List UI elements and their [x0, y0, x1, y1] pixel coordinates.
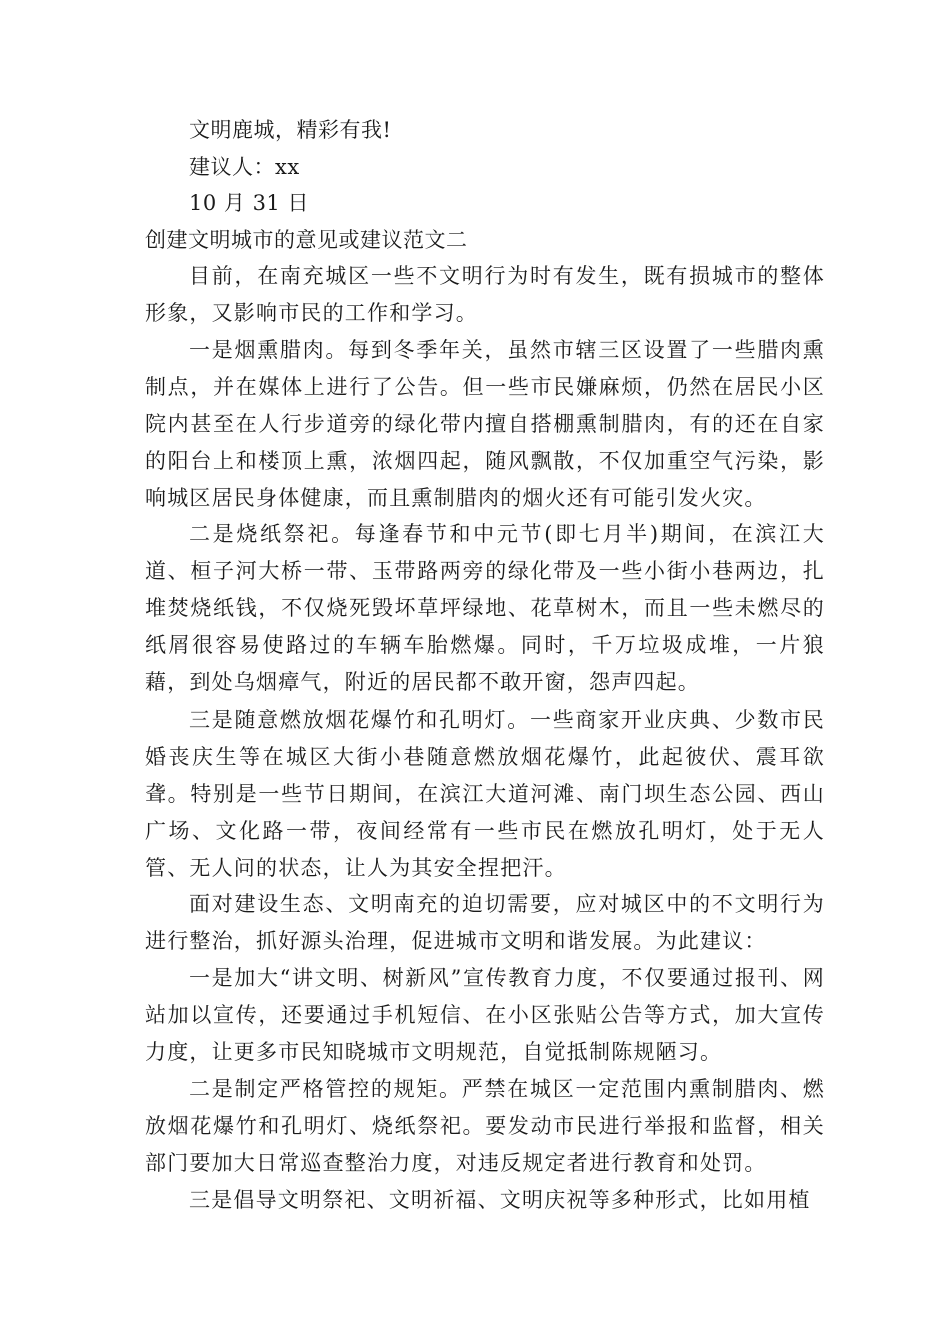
section-title: 创建文明城市的意见或建议范文二: [145, 228, 468, 252]
proposer-line: 建议人：xx: [189, 155, 300, 179]
paragraph-suggestion-2: 二是制定严格管控的规矩。严禁在城区一定范围内熏制腊肉、燃放烟花爆竹和孔明灯、烧纸祭祀。要发动市民进行举报和监督，相关部门要加大日常巡查整治力度，对违反规定者进行教育和处罚。: [145, 1077, 825, 1175]
paragraph-fireworks: 三是随意燃放烟花爆竹和孔明灯。一些商家开业庆典、少数市民婚丧庆生等在城区大街小巷随意燃放烟花爆竹，此起彼伏、震耳欲聋。特别是一些节日期间，在滨江大道河滩、南门坝生态公园、西山广场、文化路一带，夜间经常有一些市民在燃放孔明灯，处于无人管、无人问的状态，让人为其安全捏把汗。: [145, 708, 825, 880]
date-line: 10 月 31 日: [189, 191, 309, 215]
paragraph-paper-burning: 二是烧纸祭祀。每逢春节和中元节(即七月半)期间，在滨江大道、桓子河大桥一带、玉带路两旁的绿化带及一些小街小巷两边，扎堆焚烧纸钱，不仅烧死毁坏草坪绿地、花草树木，而且一些未燃尽的纸屑很容易使路过的车辆车胎燃爆。同时，千万垃圾成堆，一片狼藉，到处乌烟瘴气，附近的居民都不敢开窗，怨声四起。: [145, 522, 825, 694]
paragraph-suggestion-1: 一是加大“讲文明、树新风”宣传教育力度，不仅要通过报刊、网站加以宣传，还要通过手机短信、在小区张贴公告等方式，加大宣传力度，让更多市民知晓城市文明规范，自觉抵制陈规陋习。: [145, 966, 825, 1064]
paragraph-suggestion-3: 三是倡导文明祭祀、文明祈福、文明庆祝等多种形式，比如用植: [189, 1188, 811, 1212]
paragraph-proposal-intro: 面对建设生态、文明南充的迫切需要，应对城区中的不文明行为进行整治，抓好源头治理，促进城市文明和谐发展。为此建议：: [145, 892, 825, 953]
paragraph-intro: 目前，在南充城区一些不文明行为时有发生，既有损城市的整体形象，又影响市民的工作和学习。: [145, 264, 825, 325]
paragraph-smoked-meat: 一是烟熏腊肉。每到冬季年关，虽然市辖三区设置了一些腊肉熏制点，并在媒体上进行了公告。但一些市民嫌麻烦，仍然在居民小区院内甚至在人行步道旁的绿化带内擅自搭棚熏制腊肉，有的还在自家的阳台上和楼顶上熏，浓烟四起，随风飘散，不仅加重空气污染，影响城区居民身体健康，而且熏制腊肉的烟火还有可能引发火灾。: [145, 338, 825, 510]
closing-slogan: 文明鹿城，精彩有我!: [189, 118, 392, 142]
